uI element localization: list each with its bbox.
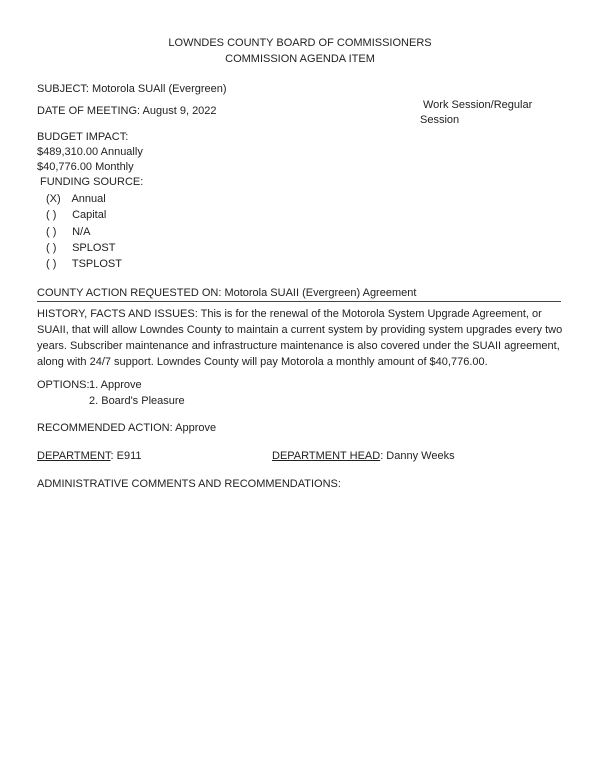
funding-option-label: SPLOST [72,242,116,254]
recommended-action-line [37,422,216,434]
department-label: DEPARTMENT [37,450,111,462]
subject-label: SUBJECT: [37,83,89,95]
budget-impact-label: BUDGET IMPACT: [37,131,129,143]
option-item-2: 2. Board's Pleasure [89,395,185,407]
section-divider [37,301,561,302]
county-action-label: COUNTY ACTION REQUESTED ON: [37,287,222,299]
header-subtitle: COMMISSION AGENDA ITEM [225,53,375,65]
department-head-label: DEPARTMENT HEAD [272,450,381,462]
funding-option-splost [46,242,115,254]
options-label: OPTIONS: [37,379,90,391]
funding-option-tsplost [46,258,122,270]
funding-checkbox-mark: ( ) [46,242,57,254]
subject-value: Motorola SUAll (Evergreen) [92,83,227,95]
funding-checkbox-mark: ( ) [46,258,57,270]
recommended-action-label: RECOMMENDED ACTION: [37,422,173,434]
history-label: HISTORY, FACTS AND ISSUES: [37,308,198,320]
department-head-line [272,450,455,462]
admin-comments-label: ADMINISTRATIVE COMMENTS AND RECOMMENDATIONS: [37,478,341,490]
funding-option-label: TSPLOST [71,258,122,270]
header-title: LOWNDES COUNTY BOARD OF COMMISSIONERS [168,37,432,49]
history-paragraph [37,306,567,370]
history-text: This is for the renewal of the Motorola System Upgrade Agreement, or SUAII, that will allow Lowndes County to maintain a current system by providing system upgrades every two years. Subscriber maintenance and infrastructure maintenance is also covered under the SUAII agreement, along with 24/7 support. Lowndes County will pay Motorola a monthly amount of $40,776.00. [37,308,563,368]
funding-source-label: FUNDING SOURCE: [40,176,144,188]
funding-checkbox-mark: ( ) [46,226,57,238]
county-action-line [37,287,416,299]
budget-annual: $489,310.00 Annually [37,146,143,158]
county-action-value: Motorola SUAII (Evergreen) Agreement [224,287,417,299]
budget-monthly: $40,776.00 Monthly [37,161,134,173]
meeting-date-value: August 9, 2022 [142,105,217,117]
session-type-line1: Work Session/Regular [423,99,533,111]
funding-option-annual [46,193,106,205]
department-line [37,450,142,462]
department-value: : E911 [110,450,142,462]
funding-option-na [46,226,90,238]
funding-option-label: Capital [72,209,107,221]
meeting-date-label: DATE OF MEETING: [37,105,141,117]
option-item-1: 1. Approve [89,379,142,391]
meeting-date-line [37,105,217,117]
session-type-line2: Session [420,114,460,126]
subject-line [37,83,227,95]
funding-option-label: Annual [71,193,106,205]
funding-option-label: N/A [72,226,91,238]
funding-checkbox-mark: ( ) [46,209,57,221]
funding-option-capital [46,209,106,221]
funding-checkbox-mark: (X) [46,193,61,205]
recommended-action-value: Approve [175,422,217,434]
department-head-value: : Danny Weeks [380,450,455,462]
